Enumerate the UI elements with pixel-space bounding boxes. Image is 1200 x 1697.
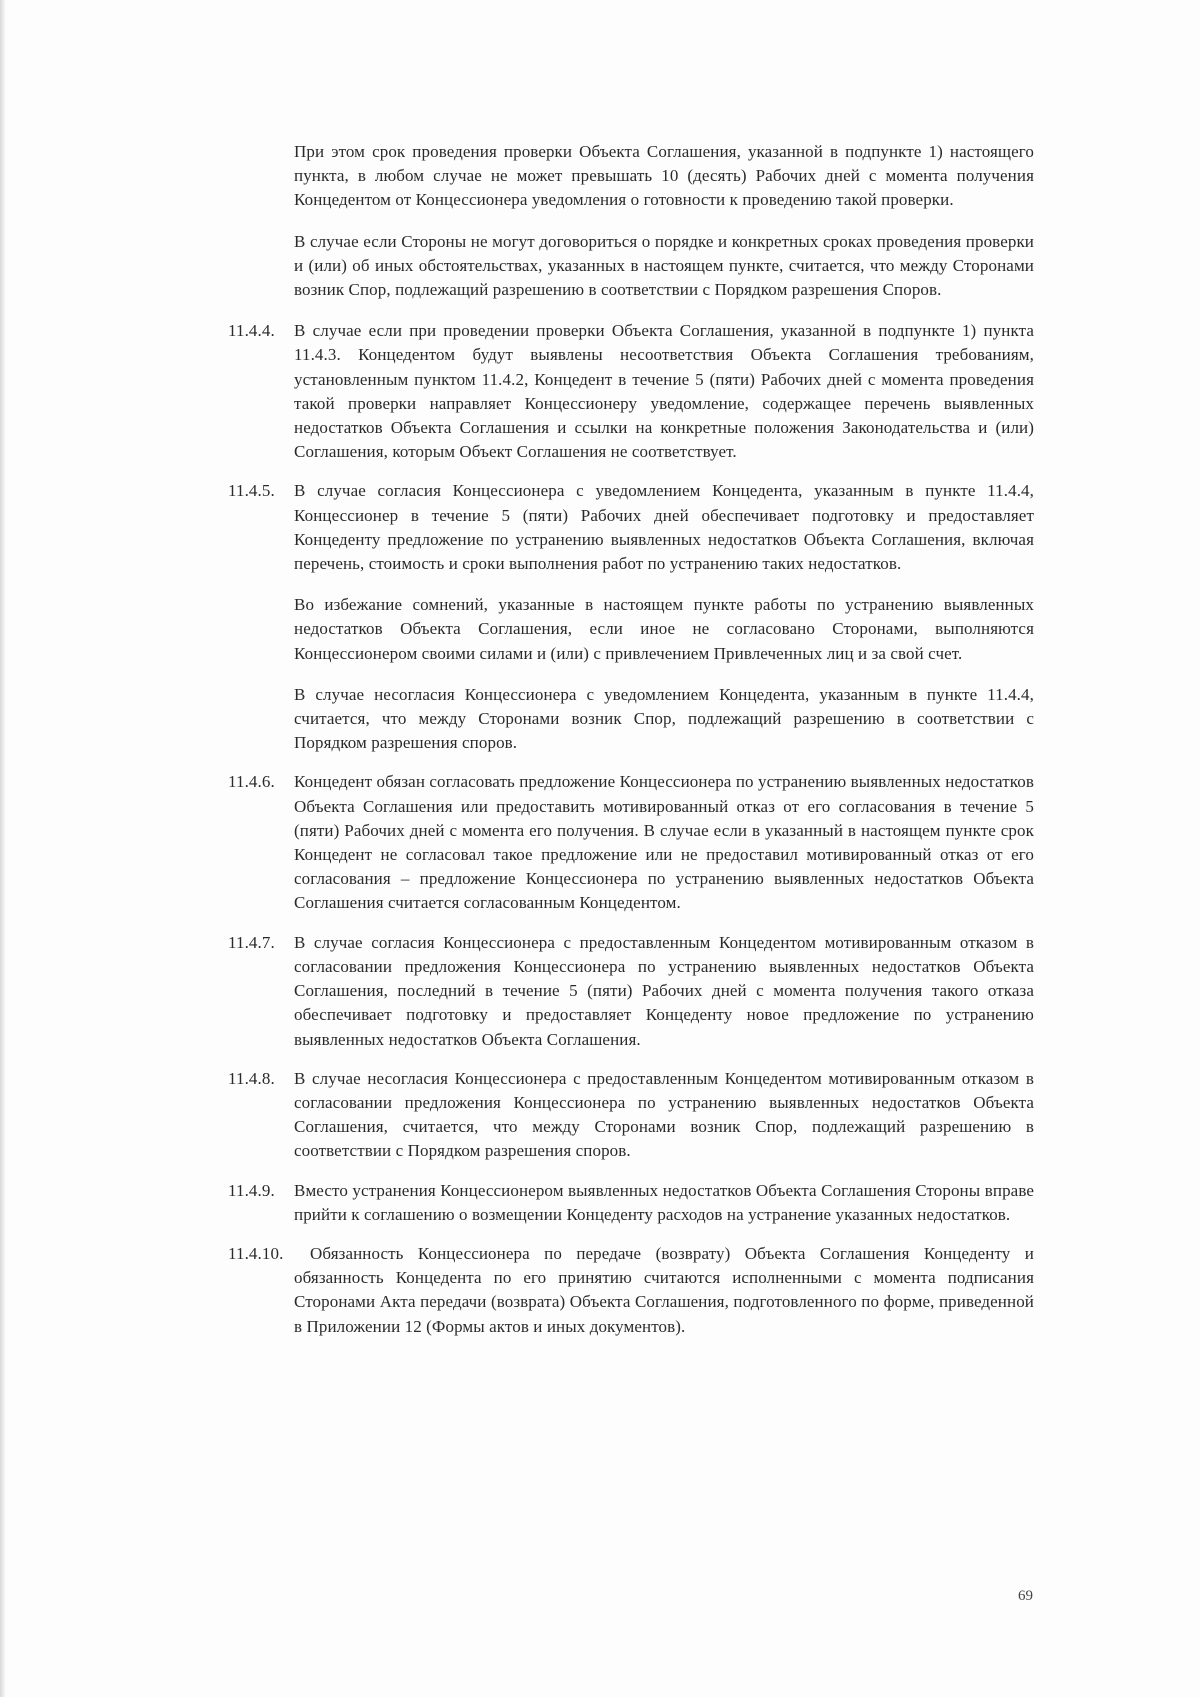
- clause-number: 11.4.8.: [228, 1068, 275, 1088]
- paragraph: В случае если Стороны не могут договориться о порядке и конкретных сроках проведения проверки и (или) об иных обстоятельствах, указанных в настоящем пункте, считается, что между Сторонами возник Спор, подлежащий разрешению в соответствии с Порядком разрешения Споров.: [294, 231, 1034, 300]
- clause-11-4-10: [228, 1242, 1034, 1339]
- clause-11-4-4: [228, 319, 1034, 464]
- clause-number: 11.4.4.: [228, 321, 275, 341]
- clause-number: 11.4.10.: [228, 1243, 284, 1263]
- paragraph: В случае несогласия Концессионера с уведомлением Концедента, указанным в пункте 11.4.4, считается, что между Сторонами возник Спор, подлежащий разрешению в соответствии с Порядком разрешения споров.: [294, 684, 1034, 753]
- clause-11-4-5: [228, 479, 1034, 576]
- clause-text: Обязанность Концессионера по передаче (возврату) Объекта Соглашения Концеденту и обязанность Концедента по его принятию считаются исполненными с момента подписания Сторонами Акта передачи (возврата) Объекта Соглашения, подготовленного по форме, приведенной в Приложении 12 (Формы актов и иных документов).: [294, 1243, 1034, 1336]
- document-body: [0, 140, 1200, 1354]
- clause-text: Вместо устранения Концессионером выявленных недостатков Объекта Соглашения Стороны вправе прийти к соглашению о возмещении Концеденту расходов на устранение указанных недостатков.: [294, 1180, 1034, 1224]
- clause-11-4-7: [228, 931, 1034, 1052]
- clause-number: 11.4.6.: [228, 772, 275, 792]
- clause-text: В случае если при проведении проверки Объекта Соглашения, указанной в подпункте 1) пункта 11.4.3. Концедентом будут выявлены несоответствия Объекта Соглашения требованиям, установленным пунктом 11.4.2, Концедент в течение 5 (пяти) Рабочих дней с момента проведения такой проверки направляет Концессионеру уведомление, содержащее перечень выявленных недостатков Объекта Соглашения и ссылки на конкретные положения Законодательства и (или) Соглашения, которым Объект Соглашения не соответствует.: [294, 321, 1034, 462]
- clause-text: В случае несогласия Концессионера с предоставленным Концедентом мотивированным отказом в согласовании предложения Концессионера по устранению выявленных недостатков Объекта Соглашения, считается, что между Сторонами возник Спор, подлежащий разрешению в соответствии с Порядком разрешения споров.: [294, 1068, 1034, 1161]
- clause-number: 11.4.7.: [228, 932, 275, 952]
- clause-11-4-6: [228, 770, 1034, 915]
- clause-11-4-9: [228, 1179, 1034, 1227]
- clause-number: 11.4.9.: [228, 1180, 275, 1200]
- paragraph: Во избежание сомнений, указанные в настоящем пункте работы по устранению выявленных недостатков Объекта Соглашения, если иное не согласовано Сторонами, выполняются Концессионером своими силами и (или) с привлечением Привлеченных лиц и за свой счет.: [294, 595, 1034, 663]
- clause-text: В случае согласия Концессионера с уведомлением Концедента, указанным в пункте 11.4.4, Концессионер в течение 5 (пяти) Рабочих дней обеспечивает подготовку и предоставляет Концеденту предложение по устранению выявленных недостатков Объекта Соглашения, включая перечень, стоимость и сроки выполнения работ по устранению таких недостатков.: [294, 481, 1034, 574]
- clause-11-4-8: [228, 1067, 1034, 1164]
- clause-number: 11.4.5.: [228, 481, 275, 501]
- clause-text: Концедент обязан согласовать предложение Концессионера по устранению выявленных недостатков Объекта Соглашения или предоставить мотивированный отказ от его согласования в течение 5 (пяти) Рабочих дней с момента его получения. В случае если в указанный в настоящем пункте срок Концедент не согласовал такое предложение или не предоставил мотивированный отказ от его согласования – предложение Концессионера по устранению выявленных недостатков Объекта Соглашения считается согласованным Концедентом.: [294, 772, 1034, 913]
- clause-text: В случае согласия Концессионера с предоставленным Концедентом мотивированным отказом в согласовании предложения Концессионера по устранению выявленных недостатков Объекта Соглашения, последний в течение 5 (пяти) Рабочих дней с момента получения такого отказа обеспечивает подготовку и предоставляет Концеденту новое предложение по устранению выявленных недостатков Объекта Соглашения.: [294, 932, 1034, 1049]
- paragraph: При этом срок проведения проверки Объекта Соглашения, указанной в подпункте 1) настоящего пункта, в любом случае не может превышать 10 (десять) Рабочих дней с момента получения Концедентом от Концессионера уведомления о готовности к проведению такой проверки.: [294, 142, 1034, 210]
- page-number: 69: [1018, 1588, 1033, 1604]
